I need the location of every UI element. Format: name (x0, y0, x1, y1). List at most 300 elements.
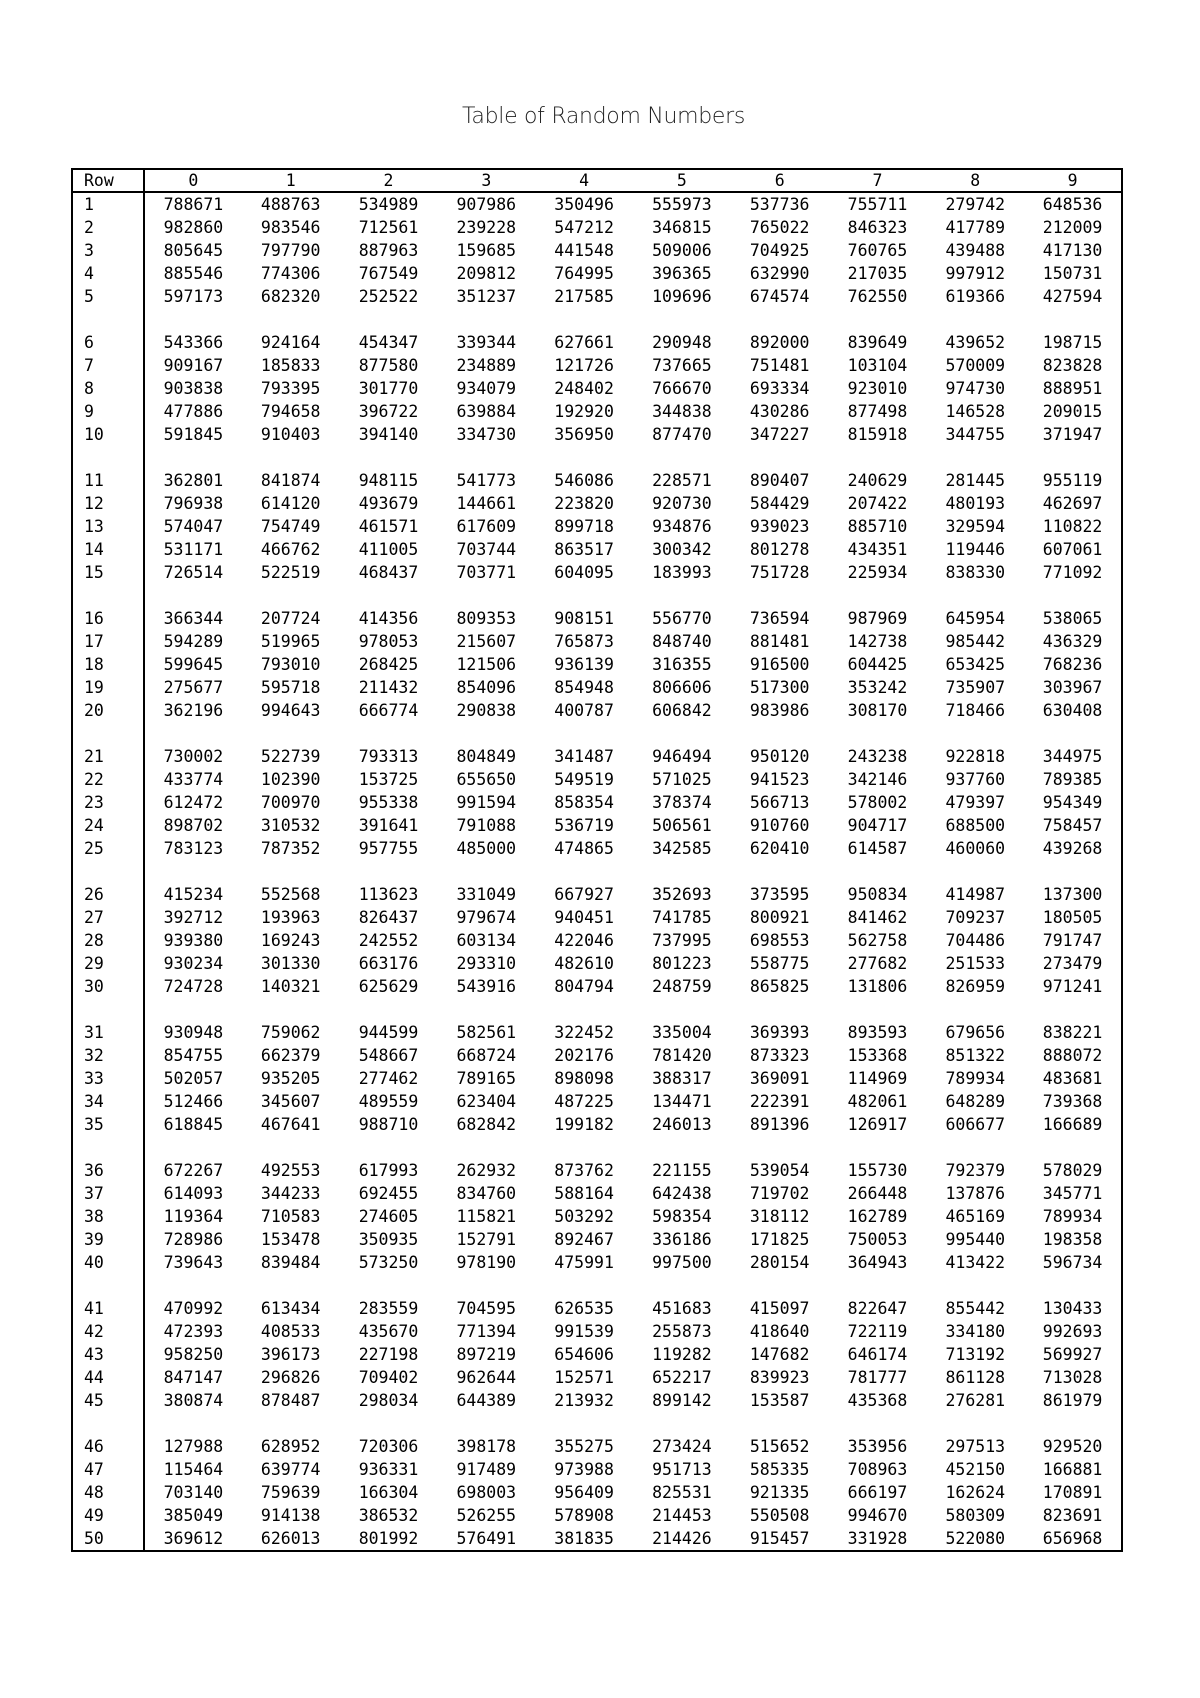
number-cell: 973988 (554, 1460, 614, 1479)
number-cell: 797790 (260, 241, 321, 260)
number-cell: 433774 (163, 770, 224, 789)
number-cell: 950120 (749, 747, 810, 766)
number-cell: 347227 (749, 425, 810, 444)
number-cell: 648289 (945, 1092, 1006, 1111)
number-cell: 644389 (456, 1391, 517, 1410)
number-cell: 415234 (163, 885, 224, 904)
row-number: 38 (72, 1205, 144, 1228)
number-cell: 298034 (358, 1391, 419, 1410)
number-cell: 982860 (163, 218, 224, 237)
number-cell: 682320 (260, 287, 321, 306)
number-cell: 543366 (163, 333, 224, 352)
number-cell: 102390 (260, 770, 321, 789)
row-number: 42 (72, 1320, 144, 1343)
number-cell: 144661 (456, 494, 517, 513)
number-cell: 854948 (554, 678, 614, 697)
number-cell: 800921 (749, 908, 810, 927)
number-cell: 578908 (554, 1506, 614, 1525)
number-cell: 364943 (847, 1253, 908, 1272)
number-cell: 150731 (1042, 264, 1103, 283)
number-cell: 329594 (945, 517, 1006, 536)
number-cell: 713192 (945, 1345, 1006, 1364)
number-cell: 578002 (847, 793, 908, 812)
number-cell: 704925 (749, 241, 810, 260)
number-cell: 766670 (652, 379, 712, 398)
number-cell: 764995 (554, 264, 614, 283)
number-cell: 712561 (358, 218, 419, 237)
number-cell: 793010 (260, 655, 321, 674)
random-numbers-table (71, 168, 1123, 1552)
number-cell: 646174 (847, 1345, 908, 1364)
number-cell: 214426 (652, 1529, 712, 1548)
table-row (72, 1504, 1122, 1527)
number-cell: 899718 (554, 517, 614, 536)
number-cell: 217035 (847, 264, 908, 283)
number-cell: 322452 (554, 1023, 614, 1042)
number-cell: 736594 (749, 609, 810, 628)
number-cell: 487225 (554, 1092, 614, 1111)
table-row (72, 699, 1122, 722)
number-cell: 974730 (945, 379, 1006, 398)
row-number: 32 (72, 1044, 144, 1067)
number-cell: 400787 (554, 701, 614, 720)
number-cell: 166689 (1042, 1115, 1103, 1134)
table-row (72, 239, 1122, 262)
number-cell: 198358 (1042, 1230, 1103, 1249)
table-row (72, 1021, 1122, 1044)
table-row (72, 515, 1122, 538)
number-cell: 956409 (554, 1483, 614, 1502)
number-cell: 598354 (652, 1207, 712, 1226)
number-cell: 796938 (163, 494, 224, 513)
number-cell: 331928 (847, 1529, 908, 1548)
row-number: 22 (72, 768, 144, 791)
number-cell: 822647 (847, 1299, 908, 1318)
column-header: 6 (731, 169, 829, 192)
number-cell: 234889 (456, 356, 517, 375)
number-cell: 612472 (163, 793, 224, 812)
number-cell: 153587 (749, 1391, 810, 1410)
number-cell: 809353 (456, 609, 517, 628)
number-cell: 858354 (554, 793, 614, 812)
number-cell: 710583 (260, 1207, 321, 1226)
number-cell: 342585 (652, 839, 712, 858)
number-cell: 987969 (847, 609, 908, 628)
number-cell: 781420 (652, 1046, 712, 1065)
row-number: 18 (72, 653, 144, 676)
number-cell: 268425 (358, 655, 419, 674)
number-cell: 755711 (847, 195, 908, 214)
number-cell: 308170 (847, 701, 908, 720)
number-cell: 957755 (358, 839, 419, 858)
number-cell: 891396 (749, 1115, 810, 1134)
number-cell: 693334 (749, 379, 810, 398)
number-cell: 318112 (749, 1207, 810, 1226)
spacer-cell (144, 722, 1122, 745)
number-cell: 885710 (847, 517, 908, 536)
row-number: 20 (72, 699, 144, 722)
number-cell: 202176 (554, 1046, 614, 1065)
number-cell: 823828 (1042, 356, 1103, 375)
number-cell: 666774 (358, 701, 419, 720)
table-row (72, 1251, 1122, 1274)
number-cell: 482061 (847, 1092, 908, 1111)
number-cell: 907986 (456, 195, 517, 214)
number-cell: 566713 (749, 793, 810, 812)
number-cell: 461571 (358, 517, 419, 536)
number-cell: 877580 (358, 356, 419, 375)
table-row (72, 1182, 1122, 1205)
number-cell: 569927 (1042, 1345, 1103, 1364)
number-cell: 865825 (749, 977, 810, 996)
row-number: 4 (72, 262, 144, 285)
number-cell: 958250 (163, 1345, 224, 1364)
number-cell: 885546 (163, 264, 224, 283)
number-cell: 211432 (358, 678, 419, 697)
table-row (72, 1297, 1122, 1320)
number-cell: 861979 (1042, 1391, 1103, 1410)
row-number: 29 (72, 952, 144, 975)
number-cell: 653425 (945, 655, 1006, 674)
number-cell: 618845 (163, 1115, 224, 1134)
number-cell: 119282 (652, 1345, 712, 1364)
number-cell: 526255 (456, 1506, 517, 1525)
number-cell: 801992 (358, 1529, 419, 1548)
number-cell: 503292 (554, 1207, 614, 1226)
number-cell: 441548 (554, 241, 614, 260)
number-cell: 594289 (163, 632, 224, 651)
number-cell: 935205 (260, 1069, 321, 1088)
number-cell: 345771 (1042, 1184, 1103, 1203)
number-cell: 550508 (749, 1506, 810, 1525)
number-cell: 709237 (945, 908, 1006, 927)
number-cell: 663176 (358, 954, 419, 973)
number-cell: 451683 (652, 1299, 712, 1318)
table-row (72, 1527, 1122, 1551)
row-group-spacer (72, 1274, 1122, 1297)
table-row (72, 331, 1122, 354)
number-cell: 920730 (652, 494, 712, 513)
number-cell: 352693 (652, 885, 712, 904)
number-cell: 652217 (652, 1368, 712, 1387)
number-cell: 162789 (847, 1207, 908, 1226)
row-number: 3 (72, 239, 144, 262)
row-number: 41 (72, 1297, 144, 1320)
number-cell: 346815 (652, 218, 712, 237)
number-cell: 110822 (1042, 517, 1103, 536)
number-cell: 617993 (358, 1161, 419, 1180)
number-cell: 914138 (260, 1506, 321, 1525)
number-cell: 838330 (945, 563, 1006, 582)
number-cell: 709402 (358, 1368, 419, 1387)
spacer-cell (144, 1136, 1122, 1159)
table-row (72, 1113, 1122, 1136)
row-number: 35 (72, 1113, 144, 1136)
number-cell: 153478 (260, 1230, 321, 1249)
number-cell: 392712 (163, 908, 224, 927)
number-cell: 620410 (749, 839, 810, 858)
table-row (72, 400, 1122, 423)
number-cell: 351237 (456, 287, 517, 306)
number-cell: 750053 (847, 1230, 908, 1249)
number-cell: 606842 (652, 701, 712, 720)
number-cell: 873762 (554, 1161, 614, 1180)
number-cell: 436329 (1042, 632, 1103, 651)
number-cell: 604095 (554, 563, 614, 582)
number-cell: 759062 (260, 1023, 321, 1042)
number-cell: 492553 (260, 1161, 321, 1180)
number-cell: 888951 (1042, 379, 1103, 398)
number-cell: 765873 (554, 632, 614, 651)
number-cell: 735907 (945, 678, 1006, 697)
number-cell: 209015 (1042, 402, 1103, 421)
number-cell: 310532 (260, 816, 321, 835)
number-cell: 472393 (163, 1322, 224, 1341)
column-header: 8 (926, 169, 1024, 192)
row-number: 25 (72, 837, 144, 860)
number-cell: 293310 (456, 954, 517, 973)
row-number: 36 (72, 1159, 144, 1182)
table-row (72, 1435, 1122, 1458)
spacer-cell (144, 1274, 1122, 1297)
number-cell: 273479 (1042, 954, 1103, 973)
spacer-cell (72, 584, 144, 607)
number-cell: 751481 (749, 356, 810, 375)
spacer-cell (72, 446, 144, 469)
number-cell: 804849 (456, 747, 517, 766)
number-cell: 166304 (358, 1483, 419, 1502)
row-number: 8 (72, 377, 144, 400)
number-cell: 626535 (554, 1299, 614, 1318)
number-cell: 991539 (554, 1322, 614, 1341)
number-cell: 339344 (456, 333, 517, 352)
number-cell: 662379 (260, 1046, 321, 1065)
number-cell: 922818 (945, 747, 1006, 766)
number-cell: 794658 (260, 402, 321, 421)
number-cell: 115821 (456, 1207, 517, 1226)
number-cell: 806606 (652, 678, 712, 697)
number-cell: 614093 (163, 1184, 224, 1203)
number-cell: 951713 (652, 1460, 712, 1479)
number-cell: 548667 (358, 1046, 419, 1065)
number-cell: 344975 (1042, 747, 1103, 766)
number-cell: 439652 (945, 333, 1006, 352)
row-number: 23 (72, 791, 144, 814)
number-cell: 537736 (749, 195, 810, 214)
number-cell: 465169 (945, 1207, 1006, 1226)
table-body (72, 192, 1122, 1551)
table-row (72, 676, 1122, 699)
number-cell: 626013 (260, 1529, 321, 1548)
number-cell: 435670 (358, 1322, 419, 1341)
number-cell: 369612 (163, 1529, 224, 1548)
number-cell: 854755 (163, 1046, 224, 1065)
number-cell: 296826 (260, 1368, 321, 1387)
number-cell: 848740 (652, 632, 712, 651)
number-cell: 713028 (1042, 1368, 1103, 1387)
number-cell: 408533 (260, 1322, 321, 1341)
row-number: 34 (72, 1090, 144, 1113)
row-number: 15 (72, 561, 144, 584)
column-header: 7 (829, 169, 927, 192)
number-cell: 415097 (749, 1299, 810, 1318)
number-cell: 672267 (163, 1161, 224, 1180)
number-cell: 613434 (260, 1299, 321, 1318)
number-cell: 531171 (163, 540, 224, 559)
number-cell: 688500 (945, 816, 1006, 835)
number-cell: 703744 (456, 540, 517, 559)
number-cell: 221155 (652, 1161, 712, 1180)
number-cell: 995440 (945, 1230, 1006, 1249)
number-cell: 334730 (456, 425, 517, 444)
number-cell: 127988 (163, 1437, 224, 1456)
number-cell: 929520 (1042, 1437, 1103, 1456)
number-cell: 944599 (358, 1023, 419, 1042)
number-cell: 344838 (652, 402, 712, 421)
number-cell: 703771 (456, 563, 517, 582)
number-cell: 719702 (749, 1184, 810, 1203)
number-cell: 751728 (749, 563, 810, 582)
number-cell: 113623 (358, 885, 419, 904)
number-cell: 574047 (163, 517, 224, 536)
number-cell: 252522 (358, 287, 419, 306)
number-cell: 892467 (554, 1230, 614, 1249)
number-cell: 648536 (1042, 195, 1103, 214)
number-cell: 180505 (1042, 908, 1103, 927)
number-cell: 369393 (749, 1023, 810, 1042)
number-cell: 137876 (945, 1184, 1006, 1203)
number-cell: 301330 (260, 954, 321, 973)
number-cell: 522080 (945, 1529, 1006, 1548)
number-cell: 704486 (945, 931, 1006, 950)
number-cell: 654606 (554, 1345, 614, 1364)
number-cell: 915457 (749, 1529, 810, 1548)
spacer-cell (72, 722, 144, 745)
number-cell: 171825 (749, 1230, 810, 1249)
number-cell: 760765 (847, 241, 908, 260)
number-cell: 700970 (260, 793, 321, 812)
number-cell: 576491 (456, 1529, 517, 1548)
number-cell: 771394 (456, 1322, 517, 1341)
number-cell: 515652 (749, 1437, 810, 1456)
number-cell: 418640 (749, 1322, 810, 1341)
spacer-cell (72, 308, 144, 331)
number-cell: 199182 (554, 1115, 614, 1134)
row-number: 50 (72, 1527, 144, 1551)
number-cell: 539054 (749, 1161, 810, 1180)
row-number: 31 (72, 1021, 144, 1044)
number-cell: 904717 (847, 816, 908, 835)
table-row (72, 630, 1122, 653)
number-cell: 923010 (847, 379, 908, 398)
number-cell: 834760 (456, 1184, 517, 1203)
number-cell: 617609 (456, 517, 517, 536)
number-cell: 275677 (163, 678, 224, 697)
table-row (72, 1343, 1122, 1366)
number-cell: 645954 (945, 609, 1006, 628)
table-header-row (72, 169, 1122, 192)
number-cell: 242552 (358, 931, 419, 950)
number-cell: 789165 (456, 1069, 517, 1088)
table-row (72, 745, 1122, 768)
number-cell: 185833 (260, 356, 321, 375)
number-cell: 207724 (260, 609, 321, 628)
number-cell: 193963 (260, 908, 321, 927)
number-cell: 767549 (358, 264, 419, 283)
number-cell: 783123 (163, 839, 224, 858)
row-number: 16 (72, 607, 144, 630)
table-row (72, 262, 1122, 285)
number-cell: 335004 (652, 1023, 712, 1042)
number-cell: 917489 (456, 1460, 517, 1479)
number-cell: 217585 (554, 287, 614, 306)
number-cell: 861128 (945, 1368, 1006, 1387)
number-cell: 737995 (652, 931, 712, 950)
number-cell: 614120 (260, 494, 321, 513)
number-cell: 121726 (554, 356, 614, 375)
row-number: 27 (72, 906, 144, 929)
number-cell: 546086 (554, 471, 614, 490)
number-cell: 946494 (652, 747, 712, 766)
spacer-cell (144, 308, 1122, 331)
number-cell: 558775 (749, 954, 810, 973)
number-cell: 198715 (1042, 333, 1103, 352)
number-cell: 762550 (847, 287, 908, 306)
number-cell: 994670 (847, 1506, 908, 1525)
number-cell: 290948 (652, 333, 712, 352)
number-cell: 801278 (749, 540, 810, 559)
number-cell: 758457 (1042, 816, 1103, 835)
table-row (72, 975, 1122, 998)
number-cell: 789385 (1042, 770, 1103, 789)
row-group-spacer (72, 722, 1122, 745)
number-cell: 475991 (554, 1253, 614, 1272)
number-cell: 863517 (554, 540, 614, 559)
number-cell: 668724 (456, 1046, 517, 1065)
row-number: 19 (72, 676, 144, 699)
number-cell: 434351 (847, 540, 908, 559)
number-cell: 283559 (358, 1299, 419, 1318)
number-cell: 344755 (945, 425, 1006, 444)
number-cell: 792379 (945, 1161, 1006, 1180)
number-cell: 983986 (749, 701, 810, 720)
column-header: 5 (633, 169, 731, 192)
number-cell: 903838 (163, 379, 224, 398)
number-cell: 585335 (749, 1460, 810, 1479)
row-number: 13 (72, 515, 144, 538)
number-cell: 556770 (652, 609, 712, 628)
row-number: 14 (72, 538, 144, 561)
number-cell: 153368 (847, 1046, 908, 1065)
number-cell: 674574 (749, 287, 810, 306)
number-cell: 166881 (1042, 1460, 1103, 1479)
number-cell: 584429 (749, 494, 810, 513)
number-cell: 373595 (749, 885, 810, 904)
number-cell: 793313 (358, 747, 419, 766)
number-cell: 983546 (260, 218, 321, 237)
number-cell: 512466 (163, 1092, 224, 1111)
number-cell: 121506 (456, 655, 517, 674)
number-cell: 698003 (456, 1483, 517, 1502)
table-row (72, 216, 1122, 239)
table-row (72, 929, 1122, 952)
number-cell: 213932 (554, 1391, 614, 1410)
number-cell: 881481 (749, 632, 810, 651)
number-cell: 988710 (358, 1115, 419, 1134)
number-cell: 666197 (847, 1483, 908, 1502)
number-cell: 417130 (1042, 241, 1103, 260)
table-row (72, 653, 1122, 676)
